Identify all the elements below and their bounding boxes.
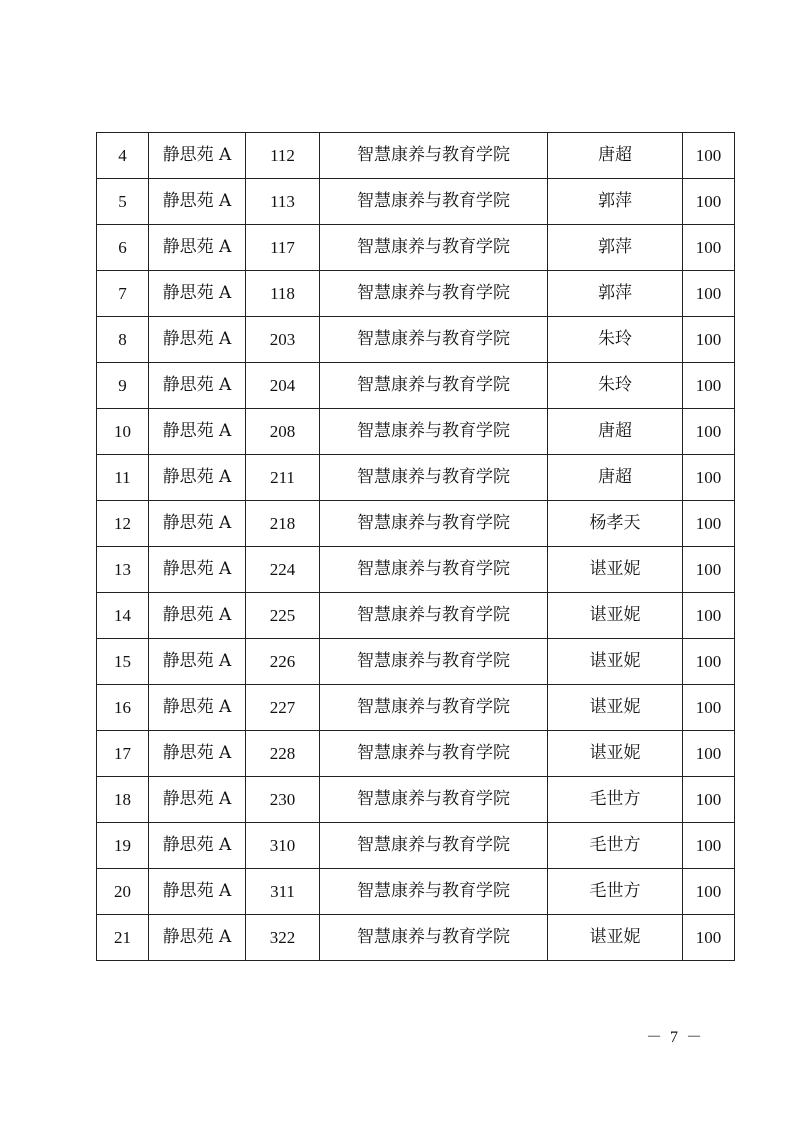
building-cell: 静思苑 A [149, 317, 246, 363]
row-number-cell: 9 [97, 363, 149, 409]
college-cell: 智慧康养与教育学院 [320, 271, 548, 317]
page-number: － 7 － [645, 1029, 704, 1046]
person-in-charge-cell: 谌亚妮 [548, 915, 683, 961]
room-number-cell: 112 [246, 133, 320, 179]
row-number-cell: 8 [97, 317, 149, 363]
score-cell: 100 [683, 915, 735, 961]
college-cell: 智慧康养与教育学院 [320, 179, 548, 225]
room-number-cell: 230 [246, 777, 320, 823]
person-in-charge-cell: 毛世方 [548, 869, 683, 915]
building-cell: 静思苑 A [149, 869, 246, 915]
room-number-cell: 203 [246, 317, 320, 363]
row-number-cell: 19 [97, 823, 149, 869]
college-cell: 智慧康养与教育学院 [320, 501, 548, 547]
room-number-cell: 208 [246, 409, 320, 455]
building-cell: 静思苑 A [149, 547, 246, 593]
college-cell: 智慧康养与教育学院 [320, 409, 548, 455]
college-cell: 智慧康养与教育学院 [320, 685, 548, 731]
table-row [97, 225, 735, 271]
room-number-cell: 227 [246, 685, 320, 731]
table-row [97, 777, 735, 823]
row-number-cell: 7 [97, 271, 149, 317]
score-cell: 100 [683, 271, 735, 317]
row-number-cell: 12 [97, 501, 149, 547]
building-cell: 静思苑 A [149, 179, 246, 225]
building-cell: 静思苑 A [149, 225, 246, 271]
room-number-cell: 113 [246, 179, 320, 225]
table-row [97, 823, 735, 869]
table-row [97, 547, 735, 593]
score-cell: 100 [683, 823, 735, 869]
row-number-cell: 16 [97, 685, 149, 731]
row-number-cell: 13 [97, 547, 149, 593]
building-cell: 静思苑 A [149, 915, 246, 961]
person-in-charge-cell: 郭萍 [548, 225, 683, 271]
building-cell: 静思苑 A [149, 363, 246, 409]
table-body [97, 133, 735, 961]
score-cell: 100 [683, 363, 735, 409]
college-cell: 智慧康养与教育学院 [320, 317, 548, 363]
room-number-cell: 211 [246, 455, 320, 501]
score-cell: 100 [683, 639, 735, 685]
row-number-cell: 4 [97, 133, 149, 179]
building-cell: 静思苑 A [149, 409, 246, 455]
person-in-charge-cell: 谌亚妮 [548, 639, 683, 685]
person-in-charge-cell: 谌亚妮 [548, 685, 683, 731]
room-number-cell: 228 [246, 731, 320, 777]
person-in-charge-cell: 郭萍 [548, 271, 683, 317]
college-cell: 智慧康养与教育学院 [320, 869, 548, 915]
person-in-charge-cell: 唐超 [548, 455, 683, 501]
person-in-charge-cell: 郭萍 [548, 179, 683, 225]
score-cell: 100 [683, 685, 735, 731]
table-row [97, 731, 735, 777]
college-cell: 智慧康养与教育学院 [320, 547, 548, 593]
row-number-cell: 5 [97, 179, 149, 225]
score-cell: 100 [683, 133, 735, 179]
person-in-charge-cell: 朱玲 [548, 363, 683, 409]
college-cell: 智慧康养与教育学院 [320, 915, 548, 961]
row-number-cell: 18 [97, 777, 149, 823]
table-row [97, 455, 735, 501]
room-number-cell: 310 [246, 823, 320, 869]
table-row [97, 133, 735, 179]
row-number-cell: 21 [97, 915, 149, 961]
room-number-cell: 225 [246, 593, 320, 639]
person-in-charge-cell: 谌亚妮 [548, 547, 683, 593]
table-row [97, 501, 735, 547]
table-row [97, 639, 735, 685]
row-number-cell: 15 [97, 639, 149, 685]
person-in-charge-cell: 谌亚妮 [548, 593, 683, 639]
table-row [97, 915, 735, 961]
college-cell: 智慧康养与教育学院 [320, 731, 548, 777]
college-cell: 智慧康养与教育学院 [320, 133, 548, 179]
college-cell: 智慧康养与教育学院 [320, 593, 548, 639]
row-number-cell: 11 [97, 455, 149, 501]
person-in-charge-cell: 朱玲 [548, 317, 683, 363]
person-in-charge-cell: 杨孝天 [548, 501, 683, 547]
building-cell: 静思苑 A [149, 133, 246, 179]
table-row [97, 869, 735, 915]
building-cell: 静思苑 A [149, 271, 246, 317]
dormitory-score-table [96, 132, 735, 961]
score-cell: 100 [683, 869, 735, 915]
person-in-charge-cell: 唐超 [548, 409, 683, 455]
building-cell: 静思苑 A [149, 501, 246, 547]
row-number-cell: 20 [97, 869, 149, 915]
college-cell: 智慧康养与教育学院 [320, 225, 548, 271]
room-number-cell: 218 [246, 501, 320, 547]
room-number-cell: 311 [246, 869, 320, 915]
person-in-charge-cell: 毛世方 [548, 777, 683, 823]
room-number-cell: 117 [246, 225, 320, 271]
building-cell: 静思苑 A [149, 823, 246, 869]
score-cell: 100 [683, 455, 735, 501]
score-cell: 100 [683, 317, 735, 363]
score-cell: 100 [683, 593, 735, 639]
row-number-cell: 6 [97, 225, 149, 271]
score-cell: 100 [683, 409, 735, 455]
score-cell: 100 [683, 731, 735, 777]
score-cell: 100 [683, 179, 735, 225]
college-cell: 智慧康养与教育学院 [320, 823, 548, 869]
building-cell: 静思苑 A [149, 593, 246, 639]
score-cell: 100 [683, 225, 735, 271]
score-cell: 100 [683, 777, 735, 823]
building-cell: 静思苑 A [149, 685, 246, 731]
room-number-cell: 224 [246, 547, 320, 593]
college-cell: 智慧康养与教育学院 [320, 639, 548, 685]
row-number-cell: 10 [97, 409, 149, 455]
table-row [97, 363, 735, 409]
college-cell: 智慧康养与教育学院 [320, 455, 548, 501]
room-number-cell: 322 [246, 915, 320, 961]
room-number-cell: 118 [246, 271, 320, 317]
table-row [97, 179, 735, 225]
table-row [97, 685, 735, 731]
person-in-charge-cell: 毛世方 [548, 823, 683, 869]
room-number-cell: 204 [246, 363, 320, 409]
person-in-charge-cell: 谌亚妮 [548, 731, 683, 777]
score-cell: 100 [683, 501, 735, 547]
row-number-cell: 14 [97, 593, 149, 639]
table-row [97, 317, 735, 363]
building-cell: 静思苑 A [149, 777, 246, 823]
person-in-charge-cell: 唐超 [548, 133, 683, 179]
college-cell: 智慧康养与教育学院 [320, 777, 548, 823]
table-row [97, 271, 735, 317]
building-cell: 静思苑 A [149, 455, 246, 501]
room-number-cell: 226 [246, 639, 320, 685]
row-number-cell: 17 [97, 731, 149, 777]
building-cell: 静思苑 A [149, 639, 246, 685]
building-cell: 静思苑 A [149, 731, 246, 777]
score-cell: 100 [683, 547, 735, 593]
table-row [97, 409, 735, 455]
table-row [97, 593, 735, 639]
college-cell: 智慧康养与教育学院 [320, 363, 548, 409]
